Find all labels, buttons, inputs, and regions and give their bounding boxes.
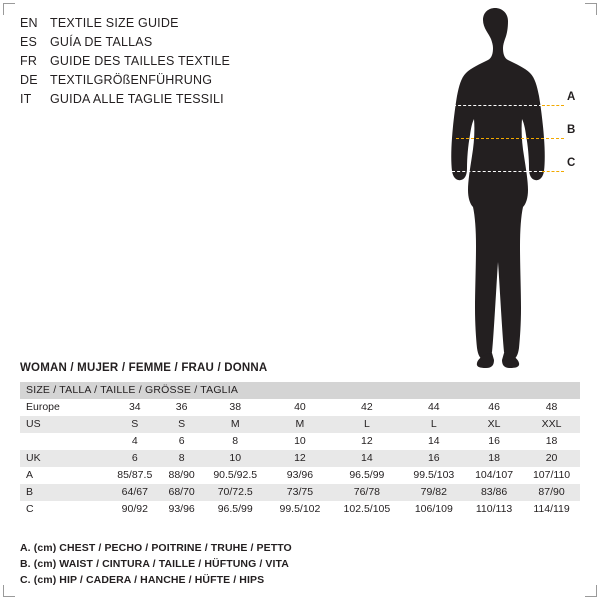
table-row — [20, 433, 580, 450]
cell: 36 — [162, 399, 202, 416]
cell: 102.5/105 — [331, 501, 402, 518]
row-label-c: C — [20, 501, 108, 518]
row-label-us-numeric — [20, 433, 108, 450]
cell: S — [108, 416, 162, 433]
cell: 107/110 — [523, 467, 580, 484]
cell: 83/86 — [465, 484, 523, 501]
cell: 38 — [202, 399, 269, 416]
cell: 85/87.5 — [108, 467, 162, 484]
language-title: GUIDE DES TAILLES TEXTILE — [50, 54, 231, 68]
row-label-europe: Europe — [20, 399, 108, 416]
cell: 34 — [108, 399, 162, 416]
measure-label-a: A — [567, 91, 576, 103]
table-row — [20, 450, 580, 467]
row-label-us: US — [20, 416, 108, 433]
measure-line-hip-extension — [542, 171, 564, 172]
cell: 88/90 — [162, 467, 202, 484]
language-code: IT — [20, 92, 32, 106]
cell: 73/75 — [269, 484, 331, 501]
table-row — [20, 399, 580, 416]
row-label-a: A — [20, 467, 108, 484]
cell: 93/96 — [269, 467, 331, 484]
cell: S — [162, 416, 202, 433]
cell: 44 — [403, 399, 465, 416]
cell: 16 — [403, 450, 465, 467]
cell: 6 — [108, 450, 162, 467]
cell: 10 — [269, 433, 331, 450]
measure-line-hip — [452, 171, 542, 172]
language-row — [20, 16, 320, 35]
cell: 96.5/99 — [202, 501, 269, 518]
cell: 40 — [269, 399, 331, 416]
language-title: GUÍA DE TALLAS — [50, 35, 153, 49]
cell: 12 — [331, 433, 402, 450]
corner-mark-bottom-right — [585, 585, 597, 597]
row-label-b: B — [20, 484, 108, 501]
measure-line-waist — [456, 138, 564, 139]
cell: XL — [465, 416, 523, 433]
cell: M — [269, 416, 331, 433]
cell: 99.5/102 — [269, 501, 331, 518]
language-title: TEXTILGRÖßENFÜHRUNG — [50, 73, 213, 87]
cell: 20 — [523, 450, 580, 467]
table-row — [20, 484, 580, 501]
silhouette-icon — [420, 8, 595, 373]
language-code: EN — [20, 16, 38, 30]
table-row — [20, 416, 580, 433]
cell: 106/109 — [403, 501, 465, 518]
cell: 10 — [202, 450, 269, 467]
measure-line-chest — [448, 105, 542, 106]
table-row — [20, 467, 580, 484]
cell: 93/96 — [162, 501, 202, 518]
cell: 76/78 — [331, 484, 402, 501]
measure-line-chest-extension — [542, 105, 564, 106]
cell: 46 — [465, 399, 523, 416]
language-row — [20, 54, 320, 73]
size-table — [20, 382, 580, 518]
cell: L — [403, 416, 465, 433]
corner-mark-top-left — [3, 3, 15, 15]
cell: 8 — [162, 450, 202, 467]
language-code: FR — [20, 54, 38, 68]
corner-mark-bottom-left — [3, 585, 15, 597]
cell: 104/107 — [465, 467, 523, 484]
section-title-woman: WOMAN / MUJER / FEMME / FRAU / DONNA — [20, 362, 268, 374]
note-b: B. (cm) WAIST / CINTURA / TAILLE / HÜFTUNG / VITA — [20, 558, 289, 570]
language-code: DE — [20, 73, 38, 87]
language-row — [20, 92, 320, 111]
cell: 70/72.5 — [202, 484, 269, 501]
cell: 18 — [523, 433, 580, 450]
note-a: A. (cm) CHEST / PECHO / POITRINE / TRUHE / PETTO — [20, 542, 292, 554]
cell: 6 — [162, 433, 202, 450]
cell: 90.5/92.5 — [202, 467, 269, 484]
cell: 64/67 — [108, 484, 162, 501]
table-row — [20, 501, 580, 518]
cell: 14 — [403, 433, 465, 450]
note-c: C. (cm) HIP / CADERA / HANCHE / HÜFTE / HIPS — [20, 574, 265, 586]
cell: 114/119 — [523, 501, 580, 518]
woman-silhouette-figure — [420, 8, 595, 373]
cell: 8 — [202, 433, 269, 450]
cell: 79/82 — [403, 484, 465, 501]
cell: 48 — [523, 399, 580, 416]
language-row — [20, 73, 320, 92]
cell: 90/92 — [108, 501, 162, 518]
language-title: TEXTILE SIZE GUIDE — [50, 16, 179, 30]
measure-label-b: B — [567, 124, 576, 136]
cell: 110/113 — [465, 501, 523, 518]
cell: 99.5/103 — [403, 467, 465, 484]
table-header-row — [20, 382, 580, 399]
cell: 87/90 — [523, 484, 580, 501]
language-row — [20, 35, 320, 54]
measurement-notes — [20, 540, 292, 588]
measure-label-c: C — [567, 157, 576, 169]
cell: 96.5/99 — [331, 467, 402, 484]
row-label-uk: UK — [20, 450, 108, 467]
cell: XXL — [523, 416, 580, 433]
cell: 16 — [465, 433, 523, 450]
cell: 42 — [331, 399, 402, 416]
table-header-label: SIZE / TALLA / TAILLE / GRÖSSE / TAGLIA — [20, 382, 580, 399]
language-code: ES — [20, 35, 38, 49]
cell: L — [331, 416, 402, 433]
language-title-list — [20, 16, 320, 111]
language-title: GUIDA ALLE TAGLIE TESSILI — [50, 92, 224, 106]
cell: 14 — [331, 450, 402, 467]
cell: 12 — [269, 450, 331, 467]
cell: 68/70 — [162, 484, 202, 501]
cell: 18 — [465, 450, 523, 467]
cell: 4 — [108, 433, 162, 450]
cell: M — [202, 416, 269, 433]
